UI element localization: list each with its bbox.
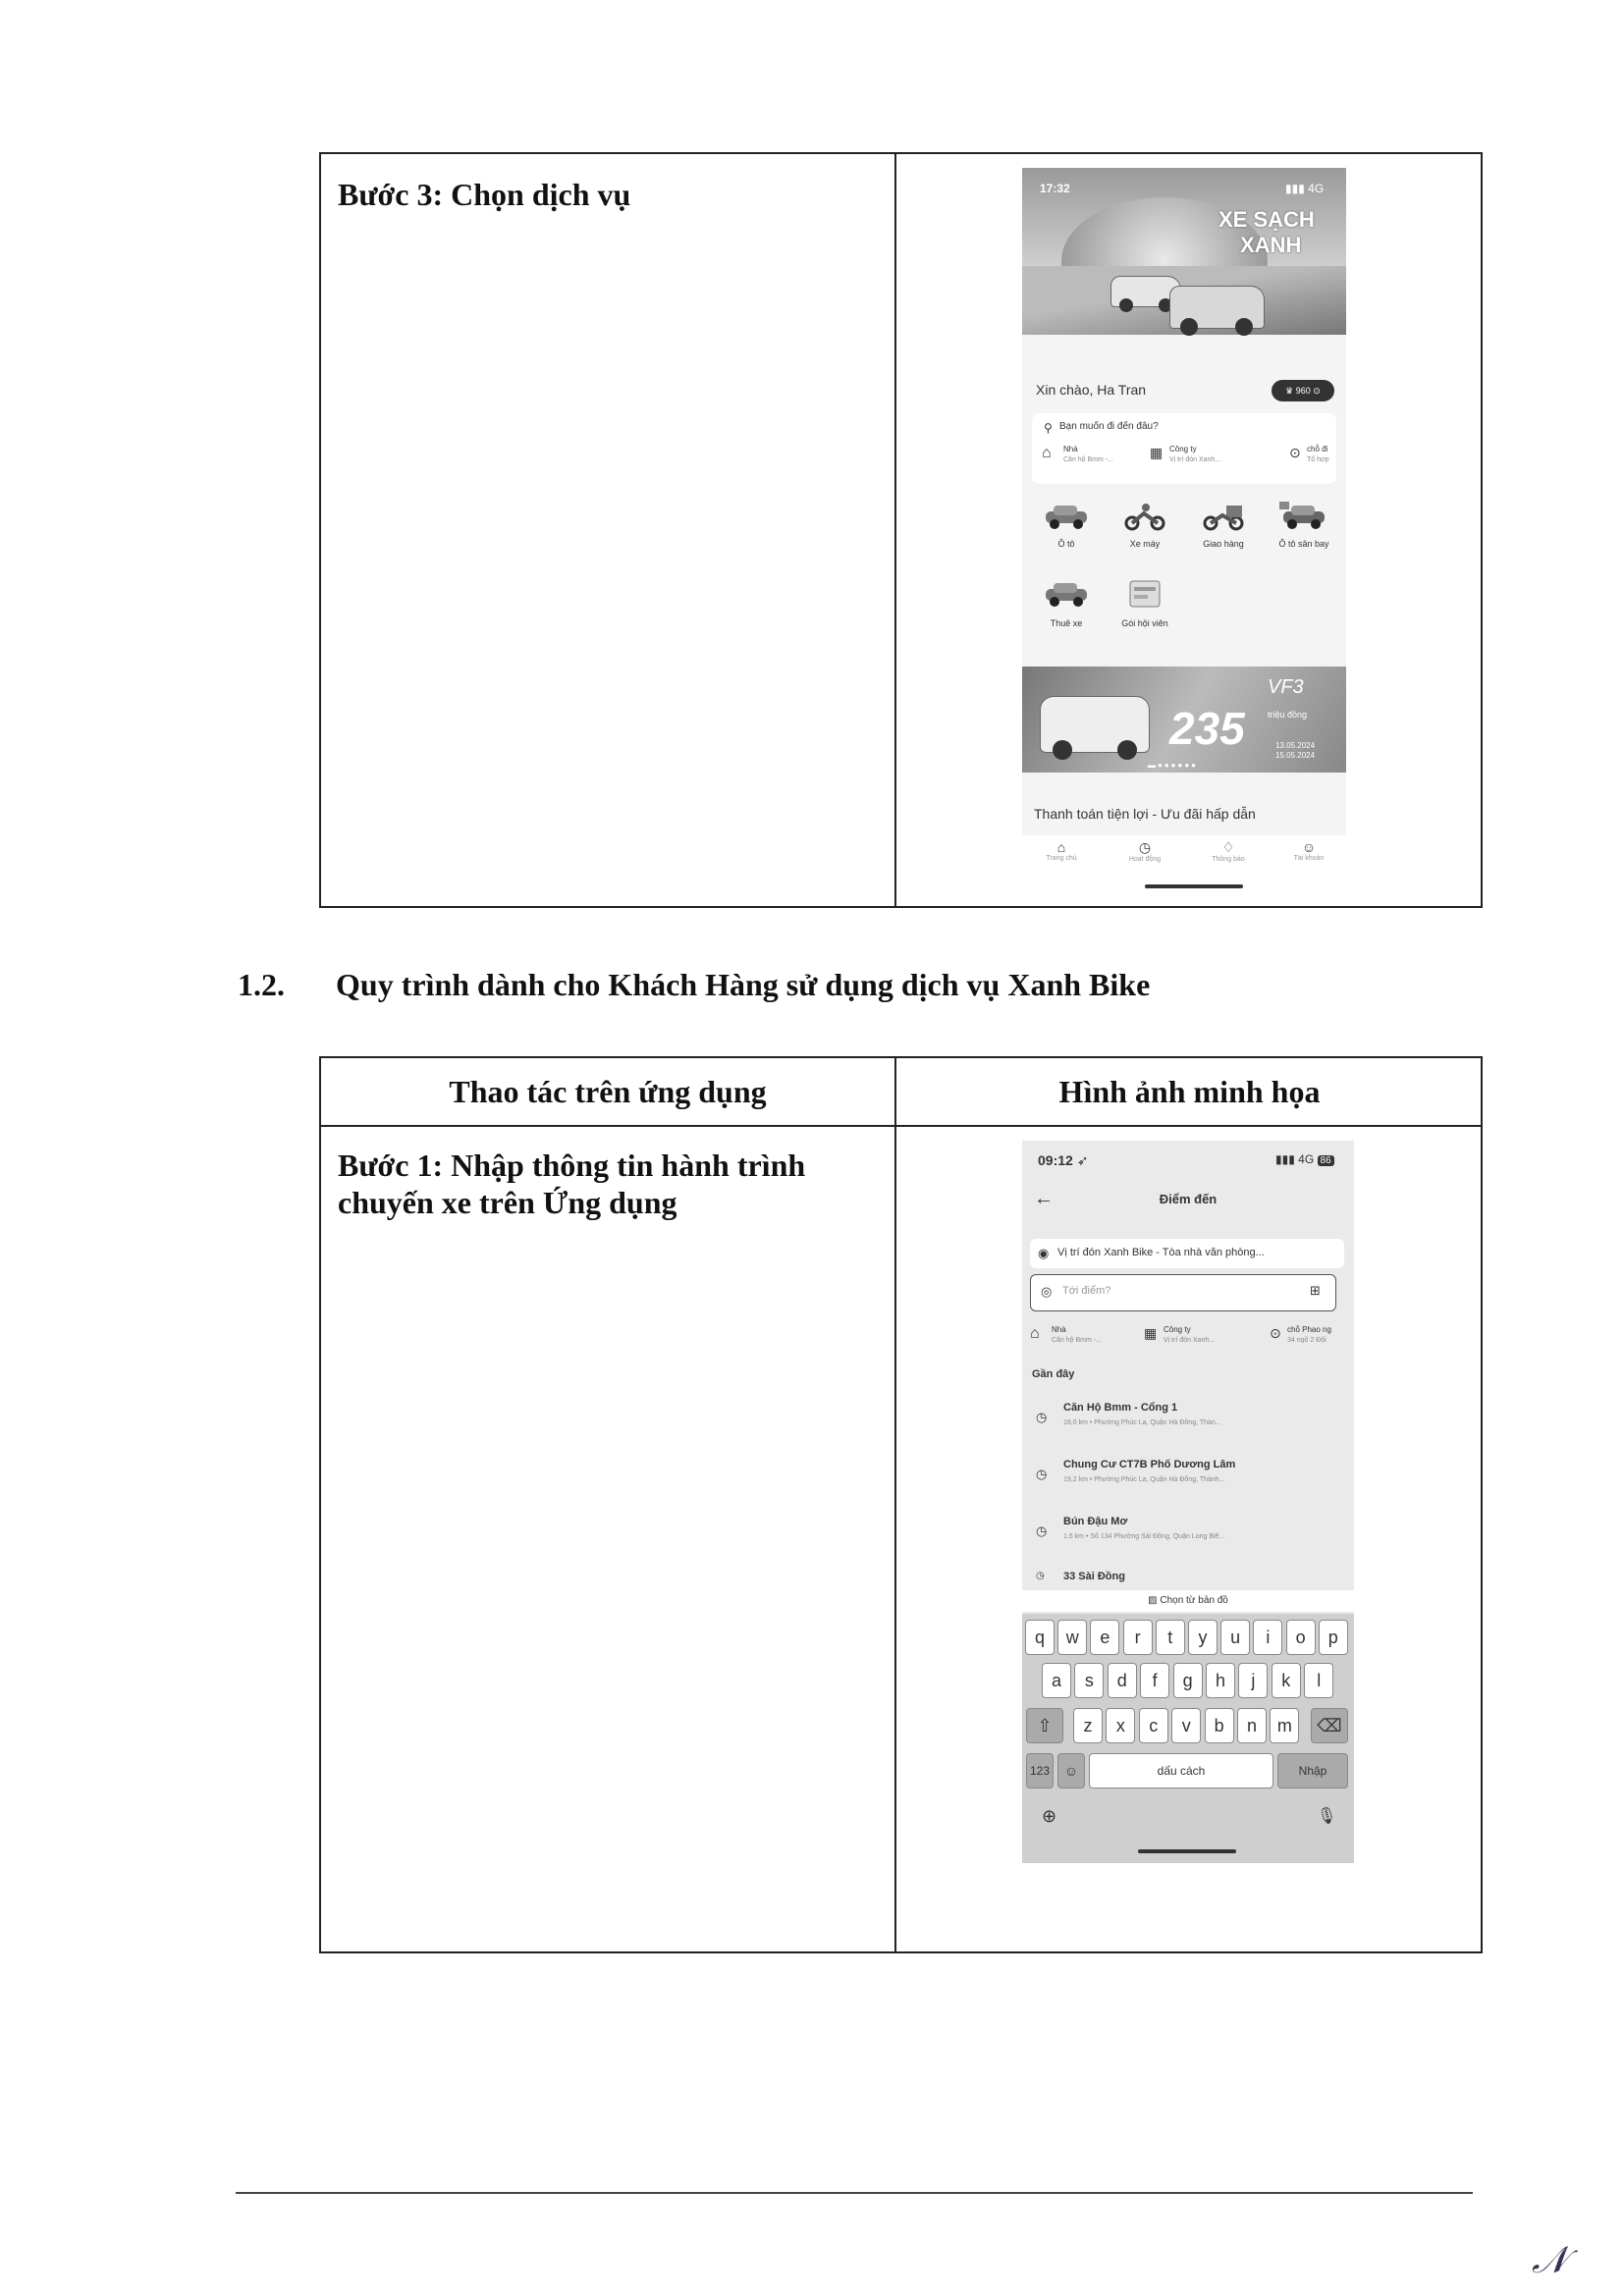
user-icon: ☺ (1301, 839, 1317, 855)
key-i[interactable]: i (1253, 1620, 1282, 1655)
quick-home-label: Nhà (1052, 1325, 1066, 1334)
map-icon: ▨ (1148, 1595, 1158, 1606)
recent-name: Chung Cư CT7B Phố Dương Lâm (1063, 1459, 1236, 1470)
bell-icon: ♢ (1221, 839, 1235, 855)
destination-input[interactable] (1030, 1274, 1336, 1311)
xanh-bike-table (319, 1056, 1483, 1953)
quick-home-label: Nhà (1063, 445, 1078, 454)
battery-indicator: 86 (1318, 1155, 1334, 1166)
key-w[interactable]: w (1057, 1620, 1087, 1655)
quick-saved-sub: Tổ hợp (1307, 456, 1329, 463)
service-delivery-label: Giao hàng (1203, 539, 1244, 549)
key-s[interactable]: s (1074, 1663, 1104, 1698)
service-motorbike[interactable] (1110, 502, 1179, 556)
home-icon: ⌂ (1030, 1325, 1040, 1342)
key-x[interactable]: x (1106, 1708, 1135, 1743)
nav-home-label: Trang chủ (1046, 855, 1077, 862)
key-p[interactable]: p (1319, 1620, 1348, 1655)
nav-home[interactable] (1032, 839, 1091, 862)
col-header-actions: Thao tác trên ứng dụng (449, 1074, 767, 1109)
delivery-icon (1199, 502, 1248, 531)
car-icon (1042, 502, 1091, 531)
pickup-dot-icon: ◉ (1038, 1246, 1050, 1260)
key-d[interactable]: d (1108, 1663, 1137, 1698)
quick-home-sub: Căn hộ Bmm -... (1052, 1337, 1102, 1344)
numbers-key[interactable]: 123 (1026, 1753, 1054, 1789)
key-v[interactable]: v (1171, 1708, 1201, 1743)
back-arrow-icon[interactable]: ← (1034, 1188, 1054, 1209)
section-heading (238, 967, 1150, 1003)
saved-place-icon: ⊙ (1270, 1325, 1281, 1341)
map-pick-label: Chọn từ bản đồ (1160, 1595, 1228, 1606)
nav-activity-label: Hoạt động (1128, 856, 1162, 863)
promo-date-end: 15.05.2024 (1275, 751, 1316, 760)
signature-mark: 𝒩 (1532, 2238, 1568, 2281)
service-rental[interactable] (1032, 575, 1101, 634)
saved-place-icon: ⊙ (1289, 445, 1301, 460)
key-y[interactable]: y (1188, 1620, 1218, 1655)
destination-placeholder: Tới điểm? (1062, 1285, 1111, 1297)
status-signal: ▮▮▮ 4G (1285, 182, 1325, 195)
building-icon: ▦ (1144, 1325, 1158, 1341)
quick-home-sub: Căn hộ Bmm -... (1063, 456, 1113, 463)
step3-table (319, 152, 1483, 908)
home-indicator (1138, 1849, 1236, 1853)
key-g[interactable]: g (1173, 1663, 1203, 1698)
section-number: 1.2. (238, 967, 285, 1002)
pickup-text: Vị trí đón Xanh Bike - Tòa nhà văn phòng... (1057, 1247, 1265, 1258)
section-title: Thanh toán tiện lợi - Ưu đãi hấp dẫn (1034, 806, 1256, 822)
globe-icon[interactable]: ⊕ (1042, 1806, 1057, 1826)
key-l[interactable]: l (1304, 1663, 1333, 1698)
points-badge[interactable]: ♛ 960 ⊙ (1272, 380, 1334, 401)
emoji-key[interactable]: ☺ (1057, 1753, 1085, 1789)
home-icon: ⌂ (1056, 839, 1066, 855)
microphone-icon[interactable]: 🎙︎ (1317, 1808, 1337, 1825)
search-prompt: Bạn muốn đi đến đâu? (1059, 421, 1159, 432)
column-divider (894, 154, 896, 906)
pickup-field[interactable] (1030, 1239, 1344, 1268)
space-key[interactable]: dấu cách (1089, 1753, 1273, 1789)
key-j[interactable]: j (1238, 1663, 1268, 1698)
keyboard (1022, 1614, 1354, 1863)
quick-work[interactable] (1144, 1325, 1242, 1343)
backspace-key[interactable]: ⌫ (1311, 1708, 1348, 1743)
home-indicator (1145, 884, 1243, 888)
quick-home[interactable] (1030, 1325, 1138, 1343)
step-1-label: Bước 1: Nhập thông tin hành trình chuyến xe trên Ứng dụng (338, 1148, 806, 1220)
quick-saved-sub: 34 ngõ 2 Đội (1287, 1337, 1326, 1343)
status-signal: ▮▮▮ 4G 86 (1275, 1152, 1334, 1166)
status-time: 09:12 ➶ (1038, 1152, 1089, 1168)
col-header-images: Hình ảnh minh họa (1058, 1074, 1321, 1109)
key-u[interactable]: u (1220, 1620, 1250, 1655)
add-stop-icon[interactable]: ⊞ (1310, 1283, 1321, 1298)
history-icon: ◷ (1036, 1571, 1045, 1581)
search-box[interactable] (1032, 413, 1336, 484)
key-n[interactable]: n (1237, 1708, 1267, 1743)
service-membership-label: Gói hội viên (1121, 618, 1168, 628)
carousel-dots[interactable]: ▬●●●●●● (1148, 761, 1198, 770)
service-car-label: Ô tô (1057, 539, 1075, 549)
membership-card-icon (1120, 579, 1169, 609)
history-icon: ◷ (1036, 1523, 1048, 1538)
footer-rule (236, 2192, 1473, 2194)
key-f[interactable]: f (1140, 1663, 1169, 1698)
quick-saved-label: chỗ Phao ng (1287, 1325, 1331, 1334)
clock-icon: ◷ (1138, 839, 1152, 855)
motorbike-icon (1120, 502, 1169, 531)
recent-detail: 18,0 km • Phường Phúc La, Quận Hà Đông, Thàn... (1063, 1419, 1221, 1426)
quick-saved[interactable] (1270, 1325, 1350, 1343)
quick-work[interactable] (1150, 445, 1248, 462)
service-delivery[interactable] (1189, 502, 1258, 556)
key-k[interactable]: k (1272, 1663, 1301, 1698)
airport-car-icon (1279, 502, 1328, 531)
step-3-label: Bước 3: Chọn dịch vụ (338, 177, 631, 212)
service-airport-car[interactable] (1268, 502, 1341, 556)
recent-item[interactable] (1022, 1569, 1354, 1590)
building-icon: ▦ (1150, 445, 1164, 460)
recent-item[interactable] (1022, 1514, 1354, 1563)
recent-detail: 19,2 km • Phường Phúc La, Quận Hà Đông, Thành... (1063, 1476, 1225, 1483)
key-z[interactable]: z (1073, 1708, 1103, 1743)
key-r[interactable]: r (1123, 1620, 1153, 1655)
screen-title: Điểm đến (1159, 1192, 1218, 1206)
key-a[interactable]: a (1042, 1663, 1071, 1698)
enter-key[interactable]: Nhập (1277, 1753, 1348, 1789)
key-q[interactable]: q (1025, 1620, 1055, 1655)
location-pin-icon: ⚲ (1044, 421, 1053, 435)
nav-account-label: Tài khoản (1293, 855, 1325, 862)
key-e[interactable]: e (1090, 1620, 1119, 1655)
banner-title: XE SẠCH XANH (1218, 207, 1315, 257)
recent-name: Căn Hộ Bmm - Cổng 1 (1063, 1402, 1178, 1414)
quick-work-label: Công ty (1169, 445, 1197, 454)
service-motorbike-label: Xe máy (1129, 539, 1161, 549)
promo-date-start: 13.05.2024 (1275, 741, 1316, 750)
recent-name: 33 Sài Đồng (1063, 1571, 1125, 1582)
quick-work-sub: Vị trí đón Xanh... (1169, 456, 1221, 463)
service-rental-label: Thuê xe (1050, 618, 1083, 628)
key-c[interactable]: c (1139, 1708, 1168, 1743)
column-divider (894, 1058, 896, 1951)
history-icon: ◷ (1036, 1410, 1048, 1424)
shift-key[interactable]: ⇧ (1026, 1708, 1063, 1743)
recent-name: Bún Đậu Mơ (1063, 1516, 1128, 1527)
promo-card[interactable] (1022, 667, 1346, 773)
key-b[interactable]: b (1205, 1708, 1234, 1743)
destination-pin-icon: ◎ (1041, 1284, 1053, 1299)
home-screen-screenshot (1022, 168, 1346, 894)
quick-saved[interactable] (1289, 445, 1334, 462)
header-divider (321, 1125, 1481, 1127)
quick-work-sub: Vị trí đón Xanh... (1164, 1337, 1216, 1344)
home-icon: ⌂ (1042, 445, 1052, 461)
history-icon: ◷ (1036, 1467, 1048, 1481)
recent-item[interactable] (1022, 1400, 1354, 1449)
key-h[interactable]: h (1206, 1663, 1235, 1698)
key-t[interactable]: t (1156, 1620, 1185, 1655)
promo-brand: VF3 (1268, 676, 1304, 698)
key-m[interactable]: m (1270, 1708, 1299, 1743)
bottom-nav (1022, 835, 1346, 894)
rental-car-icon (1042, 579, 1091, 609)
nav-notifications-label: Thông báo (1212, 856, 1245, 863)
greeting: Xin chào, Ha Tran (1036, 382, 1147, 398)
recent-detail: 1,6 km • Số 134 Phường Sài Đồng, Quận Long Biê... (1063, 1533, 1225, 1540)
service-airport-car-label: Ô tô sân bay (1278, 539, 1329, 549)
recent-item[interactable] (1022, 1457, 1354, 1506)
nav-activity[interactable] (1115, 839, 1174, 863)
recent-header: Gần đây (1032, 1368, 1075, 1380)
promo-price: 235 (1169, 703, 1245, 754)
destination-screen-screenshot (1022, 1141, 1354, 1863)
status-time: 17:32 (1040, 182, 1070, 195)
service-car[interactable] (1032, 502, 1101, 556)
key-o[interactable]: o (1286, 1620, 1316, 1655)
nav-account[interactable] (1279, 839, 1338, 862)
promo-unit: triệu đồng (1268, 710, 1308, 720)
section-title: Quy trình dành cho Khách Hàng sử dụng dịch vụ Xanh Bike (336, 967, 1151, 1002)
quick-saved-label: chỗ đi (1307, 445, 1328, 454)
quick-work-label: Công ty (1164, 1325, 1191, 1334)
quick-home[interactable] (1042, 445, 1140, 462)
service-membership[interactable] (1110, 575, 1179, 634)
nav-notifications[interactable] (1199, 839, 1258, 863)
map-pick-button[interactable] (1022, 1590, 1354, 1612)
